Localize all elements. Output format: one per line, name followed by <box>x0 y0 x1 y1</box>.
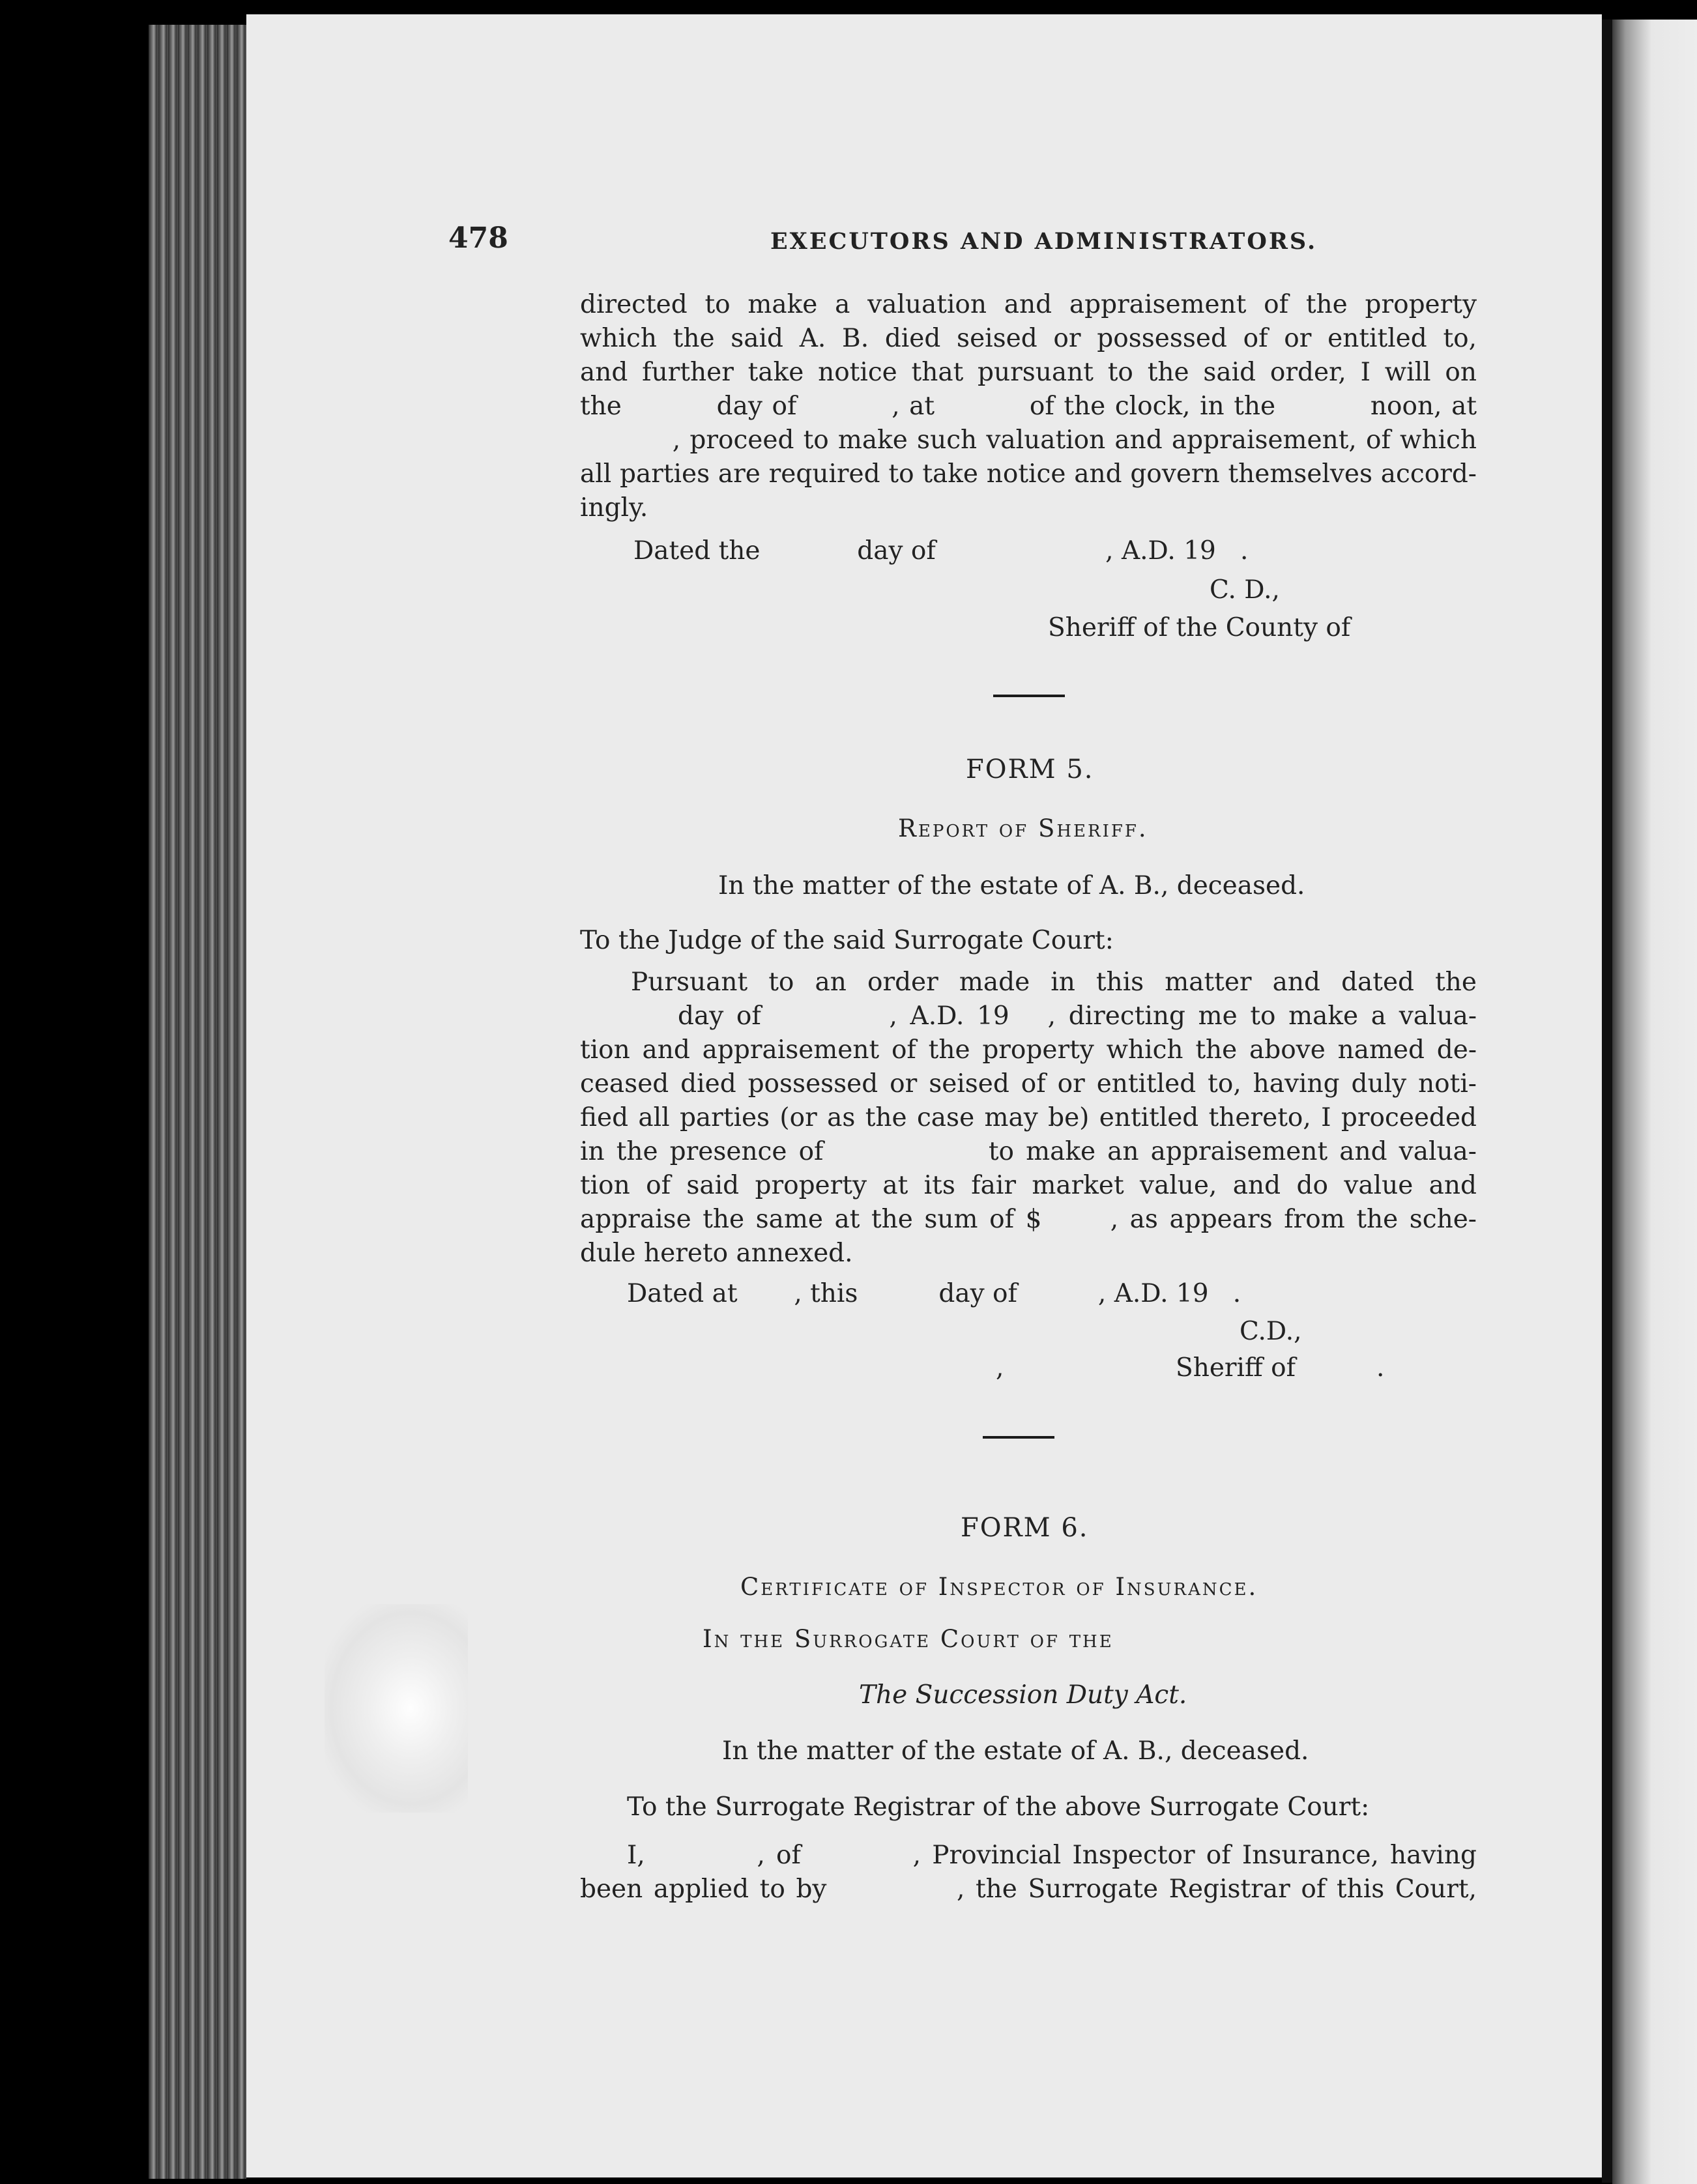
form5-line: day of , A.D. 19 , directing me to make a valua- <box>678 1001 1477 1031</box>
form5-signature-comma: , <box>996 1353 1004 1383</box>
form6-matter: In the matter of the estate of A. B., deceased. <box>722 1736 1309 1766</box>
form4-signature-name: C. D., <box>1210 575 1280 605</box>
section-divider <box>983 1436 1054 1439</box>
form5-signature-name: C.D., <box>1240 1317 1302 1346</box>
section-divider <box>993 695 1065 697</box>
form4-line: , proceed to make such valuation and appraisement, of which <box>580 425 1477 455</box>
book-page <box>246 14 1602 2177</box>
form5-address: To the Judge of the said Surrogate Court: <box>580 926 1114 955</box>
form6-heading: FORM 6. <box>961 1513 1089 1543</box>
form5-dated: Dated at , this day of , A.D. 19 . <box>627 1279 1241 1308</box>
form4-line: and further take notice that pursuant to the said order, I will on <box>580 358 1477 387</box>
form4-line: ingly. <box>580 493 648 523</box>
form5-line: fied all parties (or as the case may be) entitled thereto, I proceeded <box>580 1103 1477 1132</box>
form4-signature-title: Sheriff of the County of <box>1048 613 1351 642</box>
form6-court: In the Surrogate Court of the <box>703 1625 1114 1653</box>
form6-act-title: The Succession Duty Act. <box>859 1680 1187 1710</box>
page-number: 478 <box>448 222 508 255</box>
form6-line: I, , of , Provincial Inspector of Insurance, having <box>627 1841 1477 1870</box>
form5-line: tion and appraisement of the property which the above named de- <box>580 1035 1477 1065</box>
form4-line: all parties are required to take notice and govern themselves accord- <box>580 459 1477 489</box>
form5-line: in the presence of to make an appraisement and valua- <box>580 1137 1477 1166</box>
page-stain <box>325 1604 468 1813</box>
form5-heading: FORM 5. <box>966 754 1094 784</box>
form4-line: which the said A. B. died seised or possessed of or entitled to, <box>580 324 1477 353</box>
running-title: EXECUTORS AND ADMINISTRATORS. <box>770 228 1318 255</box>
form6-line: been applied to by , the Surrogate Registrar of this Court, <box>580 1875 1477 1904</box>
form5-signature-title: Sheriff of . <box>1176 1353 1385 1383</box>
form5-subheading: Report of Sheriff. <box>898 814 1148 842</box>
form5-line: appraise the same at the sum of $ , as appears from the sche- <box>580 1205 1477 1234</box>
form5-matter: In the matter of the estate of A. B., deceased. <box>718 871 1305 900</box>
form5-line: Pursuant to an order made in this matter and dated the <box>631 968 1477 997</box>
book-fore-edge <box>149 25 246 2179</box>
form4-line: directed to make a valuation and appraisement of the property <box>580 290 1477 319</box>
form6-address: To the Surrogate Registrar of the above Surrogate Court: <box>627 1792 1370 1822</box>
page-gutter <box>1602 20 1612 2183</box>
facing-page-edge <box>1612 20 1697 2184</box>
form5-line: dule hereto annexed. <box>580 1239 853 1268</box>
form4-dated: Dated the day of , A.D. 19 . <box>633 536 1249 566</box>
form4-line: the day of , at of the clock, in the noon, at <box>580 392 1477 421</box>
form6-subheading: Certificate of Inspector of Insurance. <box>740 1573 1258 1601</box>
form6-act <box>859 1678 1187 1712</box>
form5-line: ceased died possessed or seised of or entitled to, having duly noti- <box>580 1069 1477 1099</box>
form5-line: tion of said property at its fair market value, and do value and <box>580 1171 1477 1200</box>
